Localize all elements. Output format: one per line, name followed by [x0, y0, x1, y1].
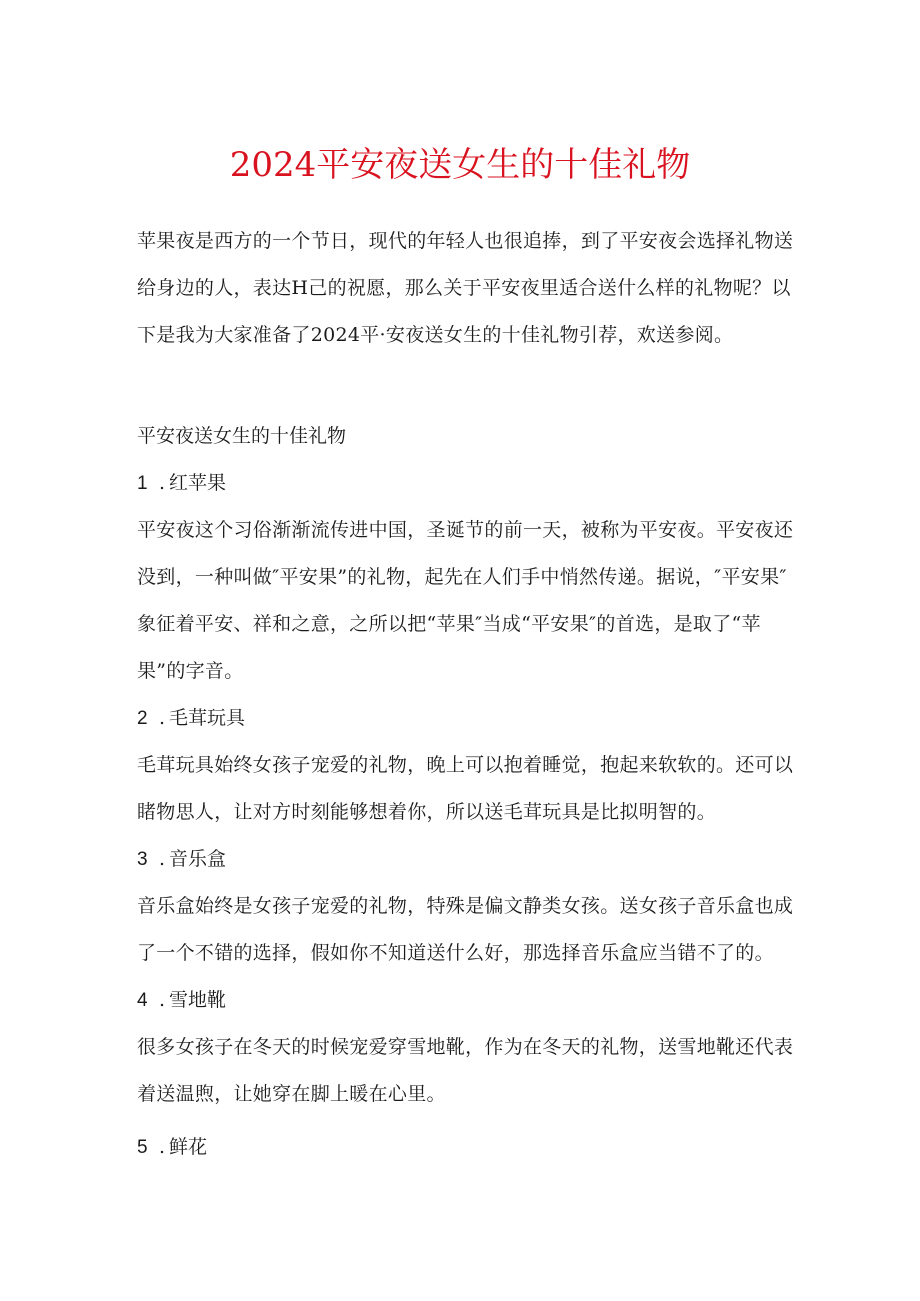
gift-item-5 [137, 1124, 797, 1171]
document-title: 2024平安夜送女生的十佳礼物 [229, 145, 691, 185]
gift-item-title [137, 695, 797, 742]
gift-item-body: 毛茸玩具始终女孩子宠爱的礼物，晚上可以抱着睡觉，抱起来软软的。还可以睹物思人，让对方时刻能够想着你，所以送毛茸玩具是比拟明智的。 [137, 754, 794, 823]
gift-item-name: 雪地靴 [169, 989, 227, 1011]
section-heading: 平安夜送女生的十佳礼物 [137, 425, 347, 447]
gift-item-title [137, 977, 797, 1024]
gift-item-2 [137, 695, 797, 836]
gift-item-number: 3 [137, 849, 148, 870]
gift-item-name: 鲜花 [169, 1136, 208, 1158]
gift-item-title [137, 836, 797, 883]
gift-item-body: 音乐盒始终是女孩子宠爱的礼物，特殊是偏文静类女孩。送女孩子音乐盒也成了一个不错的选择，假如你不知道送什么好，那选择音乐盒应当错不了的。 [137, 895, 794, 964]
gift-item-body: 很多女孩子在冬天的时候宠爱穿雪地靴，作为在冬天的礼物，送雪地靴还代表着送温煦，让她穿在脚上暖在心里。 [137, 1036, 794, 1105]
gift-item-number: 4 [137, 990, 148, 1011]
document-content [137, 218, 797, 1171]
gift-item-1 [137, 460, 797, 695]
gift-item-dot: . [159, 472, 166, 494]
gift-item-number: 5 [137, 1137, 148, 1158]
gift-item-name: 毛茸玩具 [169, 707, 246, 729]
gift-item-title [137, 460, 797, 507]
gift-item-dot: . [159, 848, 166, 870]
gift-item-number: 2 [137, 708, 148, 729]
gift-item-dot: . [159, 989, 166, 1011]
gift-item-title [137, 1124, 797, 1171]
gift-item-4 [137, 977, 797, 1118]
intro-paragraph: 苹果夜是西方的一个节日，现代的年轻人也很追捧，到了平安夜会选择礼物送给身边的人，表达H己的祝愿，那么关于平安夜里适合送什么样的礼物呢？以下是我为大家准备了2024平·安夜送女生的十佳礼物引荐，欢送参阅。 [137, 230, 794, 346]
gift-item-number: 1 [137, 473, 148, 494]
gift-item-name: 红苹果 [169, 472, 227, 494]
gift-item-body: 平安夜这个习俗渐渐流传进中国，圣诞节的前一天，被称为平安夜。平安夜还没到，一种叫做″平安果”的礼物，起先在人们手中悄然传递。据说，″平安果″象征着平安、祥和之意，之所以把“苹果″当成“平安果″的首选，是取了“苹果”的字音。 [137, 519, 794, 682]
gift-item-3 [137, 836, 797, 977]
gift-item-dot: . [159, 707, 166, 729]
gift-item-name: 音乐盒 [169, 848, 227, 870]
gift-item-dot: . [159, 1136, 166, 1158]
